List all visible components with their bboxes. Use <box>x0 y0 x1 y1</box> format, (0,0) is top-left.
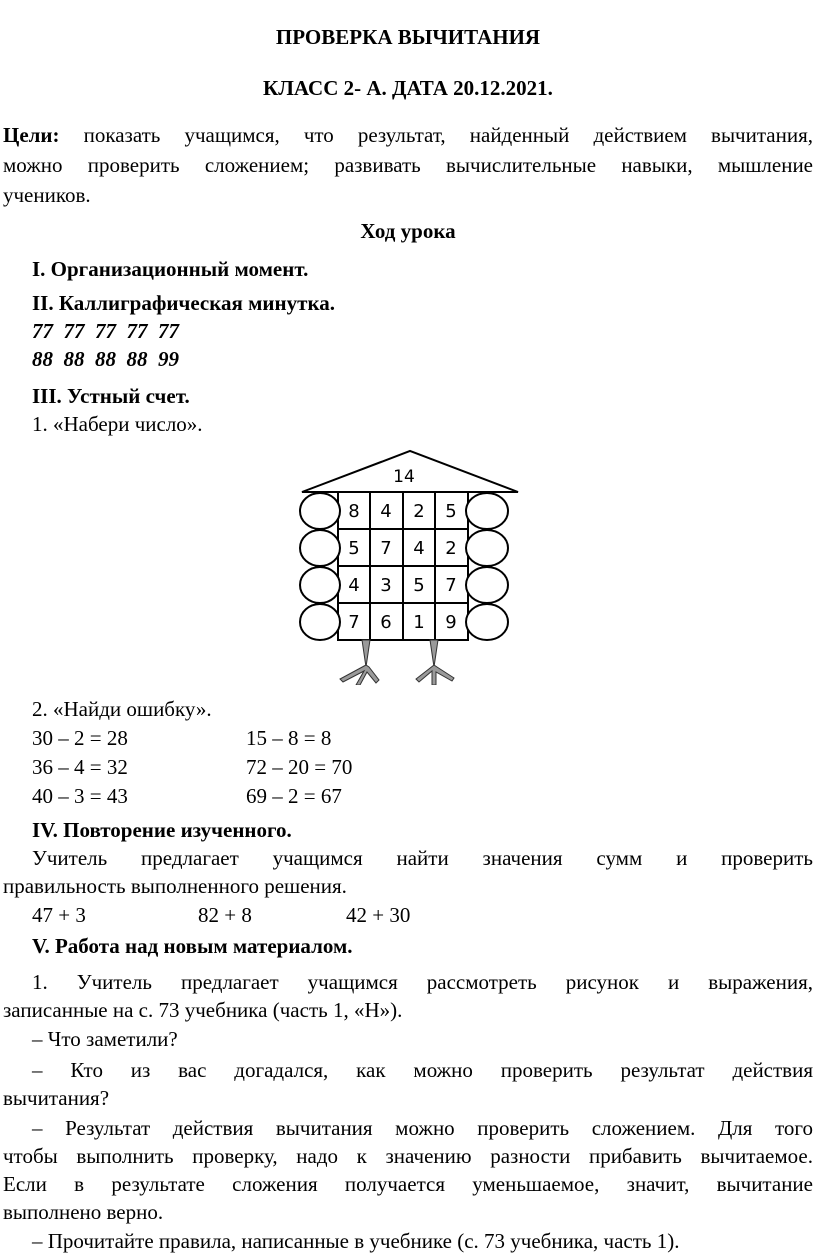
calligraphy-row-1: 77 77 77 77 77 <box>32 319 179 343</box>
class-date: КЛАСС 2- А. ДАТА 20.12.2021. <box>263 76 553 100</box>
chicken-leg-right <box>416 640 454 685</box>
sum-expression: 47 + 3 <box>32 903 86 927</box>
equation-right: 69 – 2 = 67 <box>246 784 342 808</box>
equation-right: 72 – 20 = 70 <box>246 755 353 779</box>
task-1-title: 1. «Набери число». <box>32 412 203 436</box>
sum-expression: 42 + 30 <box>346 903 411 927</box>
question-2-line-1: – Кто из вас догадался, как можно проверить результат действия <box>32 1058 813 1082</box>
house-cell-number: 2 <box>413 501 425 522</box>
equation-left: 30 – 2 = 28 <box>32 726 128 750</box>
goals-line-1 <box>3 120 813 150</box>
log-end-left-4 <box>300 604 340 640</box>
lesson-heading: Ход урока <box>360 219 456 243</box>
section-1-title: I. Организационный момент. <box>32 257 309 281</box>
goals-text-1: показать учащимся, что результат, найденный действием вычитания, <box>59 123 813 147</box>
log-end-left-1 <box>300 493 340 529</box>
house-cell-number: 5 <box>445 501 457 522</box>
house-cell-number: 4 <box>380 501 392 522</box>
calligraphy-row-2: 88 88 88 88 99 <box>32 347 179 371</box>
house-cell-number: 8 <box>348 501 360 522</box>
section-4-line-2: правильность выполненного решения. <box>3 874 347 898</box>
section-5-title: V. Работа над новым материалом. <box>32 934 353 958</box>
log-end-left-2 <box>300 530 340 566</box>
roof-number: 14 <box>393 467 415 487</box>
log-end-right-1 <box>466 493 508 529</box>
section-4-title: IV. Повторение изученного. <box>32 818 292 842</box>
house-cell-number: 6 <box>380 612 392 633</box>
answer-line-3: Если в результате сложения получается уменьшаемое, значит, вычитание <box>3 1172 813 1196</box>
question-2-line-2: вычитания? <box>3 1086 110 1110</box>
page-title: ПРОВЕРКА ВЫЧИТАНИЯ <box>275 25 541 49</box>
log-end-left-3 <box>300 567 340 603</box>
log-end-right-3 <box>466 567 508 603</box>
section-5-p1-line-2: записанные на с. 73 учебника (часть 1, «Н»). <box>3 998 403 1022</box>
house-cell-number: 2 <box>445 538 457 559</box>
answer-line-1: – Результат действия вычитания можно проверить сложением. Для того <box>32 1116 813 1140</box>
answer-line-2: чтобы выполнить проверку, надо к значению разности прибавить вычитаемое. <box>3 1144 813 1168</box>
equation-left: 40 – 3 = 43 <box>32 784 128 808</box>
house-cell-number: 5 <box>413 575 425 596</box>
sum-expression: 82 + 8 <box>198 903 252 927</box>
log-end-right-4 <box>466 604 508 640</box>
question-1: – Что заметили? <box>32 1027 178 1051</box>
house-cell-number: 5 <box>348 538 360 559</box>
section-5-p1-line-1: 1. Учитель предлагает учащимся рассмотреть рисунок и выражения, <box>32 970 813 994</box>
house-cell-number: 3 <box>380 575 392 596</box>
answer-line-4: выполнено верно. <box>3 1200 164 1224</box>
section-3-title: III. Устный счет. <box>32 384 190 408</box>
house-cell-number: 9 <box>445 612 457 633</box>
house-cell-number: 7 <box>445 575 457 596</box>
house-cell-number: 1 <box>413 612 425 633</box>
task-2-title: 2. «Найди ошибку». <box>32 697 212 721</box>
equation-left: 36 – 4 = 32 <box>32 755 128 779</box>
section-4-line-1: Учитель предлагает учащимся найти значения сумм и проверить <box>32 846 813 870</box>
house-cell-number: 4 <box>413 538 425 559</box>
section-2-title: II. Каллиграфическая минутка. <box>32 291 335 315</box>
goals-line-2: можно проверить сложением; развивать вычислительные навыки, мышление <box>3 153 813 177</box>
house-cell-number: 4 <box>348 575 360 596</box>
log-end-right-2 <box>466 530 508 566</box>
house-cell-number: 7 <box>348 612 360 633</box>
house-cell-number: 7 <box>380 538 392 559</box>
equation-right: 15 – 8 = 8 <box>246 726 332 750</box>
goals-label: Цели: <box>3 123 60 147</box>
chicken-leg-left <box>340 640 379 685</box>
final-instruction: – Прочитайте правила, написанные в учебнике (с. 73 учебника, часть 1). <box>32 1229 680 1253</box>
number-house-figure <box>296 445 524 685</box>
goals-line-3: учеников. <box>3 183 91 207</box>
